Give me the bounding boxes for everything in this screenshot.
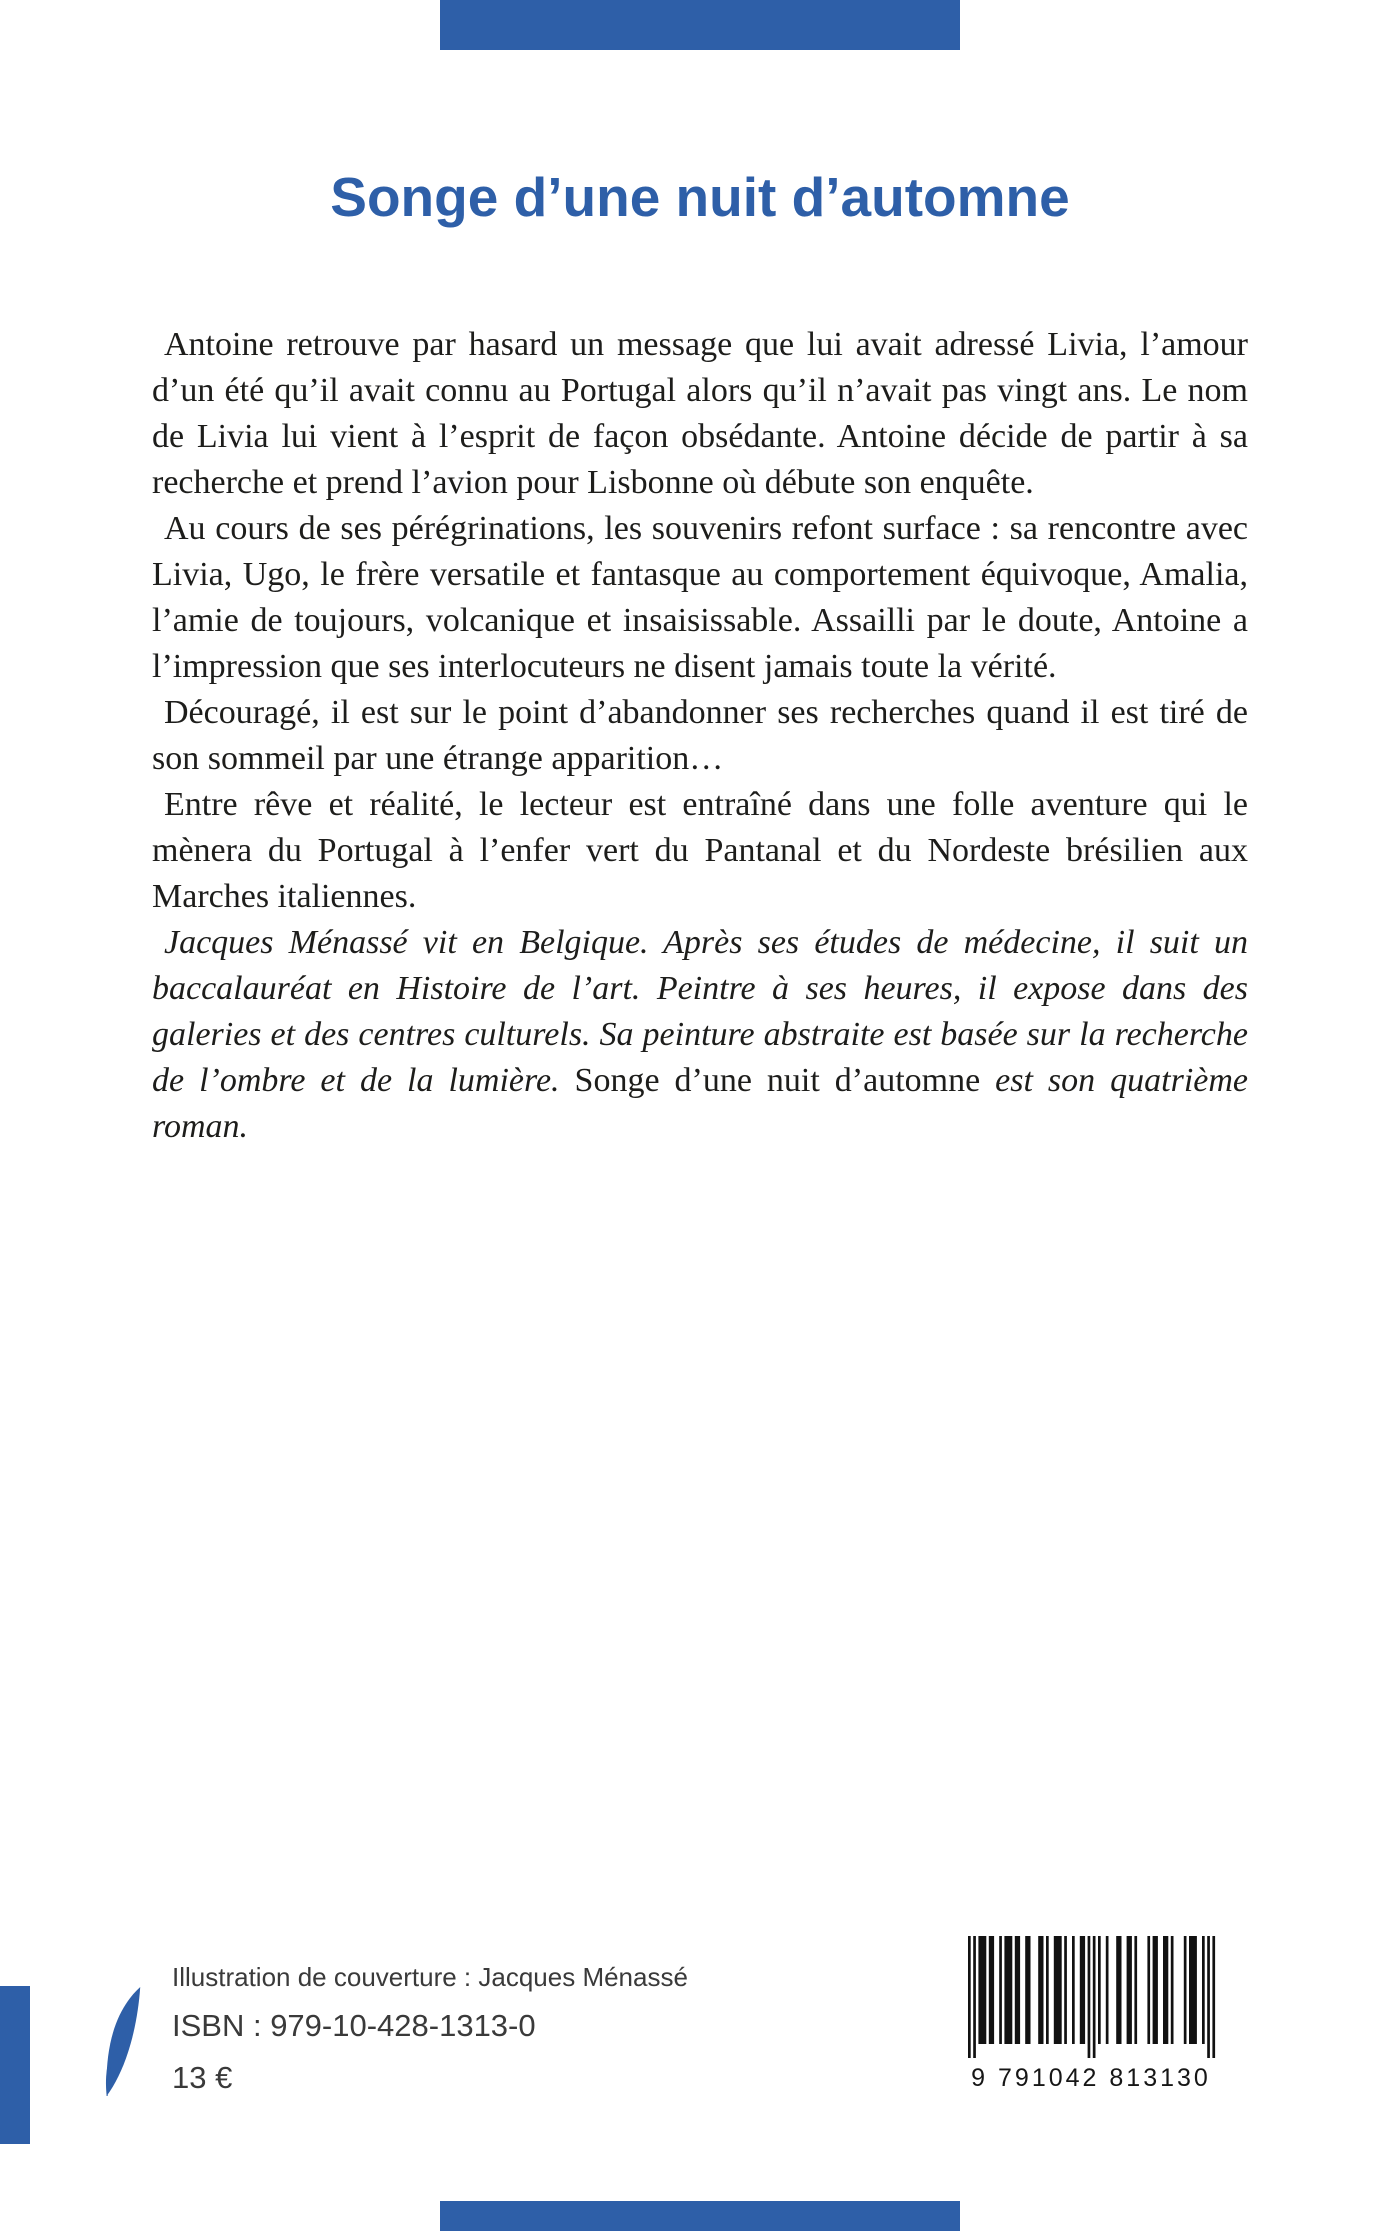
feather-icon: [100, 1986, 154, 2098]
left-accent-bar: [0, 1986, 30, 2144]
synopsis-paragraph-4: Entre rêve et réalité, le lecteur est entraîné dans une folle aventure qui le mènera du Portugal à l’enfer vert du Pantanal et du Nordeste brésilien aux Marches italiennes.: [152, 786, 1248, 915]
illustration-credit: Illustration de couverture : Jacques Ménassé: [172, 1962, 688, 1992]
author-bio-text-end: est son quatrième roman.: [152, 1062, 1249, 1145]
synopsis-block: [152, 322, 1248, 1150]
author-bio: [152, 920, 1248, 1150]
author-bio-book-title: Songe d’une nuit d’automne: [574, 1062, 981, 1099]
isbn-line: ISBN : 979-10-428-1313-0: [172, 2008, 536, 2043]
price: 13 €: [172, 2060, 233, 2095]
synopsis-paragraph-2: Au cours de ses pérégrinations, les souvenirs refont surface : sa rencontre avec Livia, Ugo, le frère versatile et fantasque au comportement équivoque, Amalia, l’amie de toujours, volcanique et insaisissable. Assailli par le doute, Antoine a l’impression que ses interlocuteurs ne disent jamais toute la vérité.: [152, 510, 1248, 685]
barcode-bars: [956, 1936, 1227, 2058]
synopsis-paragraph-1: Antoine retrouve par hasard un message que lui avait adressé Livia, l’amour d’un été qu’il avait connu au Portugal alors qu’il n’avait pas vingt ans. Le nom de Livia lui vient à l’esprit de façon obsédante. Antoine décide de partir à sa recherche et prend l’avion pour Lisbonne où débute son enquête.: [152, 326, 1248, 501]
barcode-number: 9 791042 813130: [971, 2064, 1211, 2092]
footer-credits: [172, 1962, 688, 2096]
bottom-accent-bar: [440, 2201, 960, 2231]
author-bio-text: Jacques Ménassé vit en Belgique. Après ses études de médecine, il suit un baccalauréat en Histoire de l’art. Peintre à ses heures, il expose dans des galeries et des centres culturels. Sa peinture abstraite est basée sur la recherche de l’ombre et de la lumière.: [152, 924, 1248, 1099]
synopsis-paragraph-3: Découragé, il est sur le point d’abandonner ses recherches quand il est tiré de son sommeil par une étrange apparition…: [152, 694, 1248, 777]
book-title: Songe d’une nuit d’automne: [330, 165, 1070, 228]
top-accent-bar: [440, 0, 960, 50]
barcode: [955, 1936, 1227, 2093]
